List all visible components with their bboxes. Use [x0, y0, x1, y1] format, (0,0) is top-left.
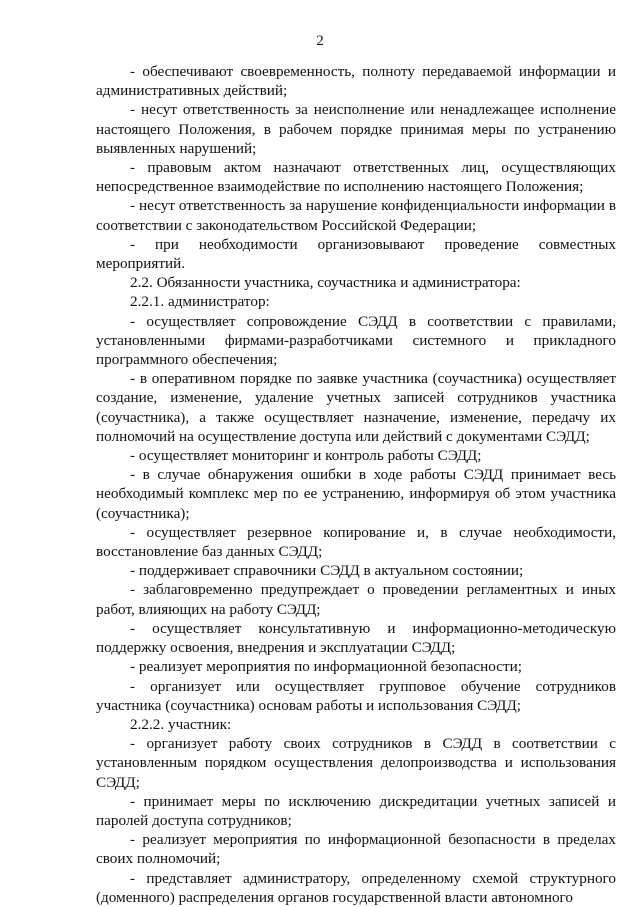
- paragraph: - заблаговременно предупреждает о проведении регламентных и иных работ, влияющих на работу СЭДД;: [96, 581, 616, 618]
- subsection-heading-administrator: 2.2.1. администратор:: [130, 293, 270, 311]
- paragraph: - реализует мероприятия по информационной безопасности в пределах своих полномочий;: [96, 831, 616, 868]
- paragraph: - осуществляет сопровождение СЭДД в соответствии с правилами, установленными фирмами-разработчиками системного и прикладного программного обеспечения;: [96, 312, 616, 369]
- paragraph: - реализует мероприятия по информационной безопасности;: [130, 658, 522, 676]
- section-heading-2-2: 2.2. Обязанности участника, соучастника и администратора:: [130, 274, 521, 292]
- paragraph: - осуществляет мониторинг и контроль работы СЭДД;: [130, 447, 482, 465]
- paragraph: - в случае обнаружения ошибки в ходе работы СЭДД принимает весь необходимый комплекс мер по ее устранению, информируя об этом участника (соучастника);: [96, 466, 616, 522]
- paragraph: - принимает меры по исключению дискредитации учетных записей и паролей доступа сотрудников;: [96, 792, 616, 829]
- paragraph: - представляет администратору, определенному схемой структурного (доменного) распределения органов государственной власти автономного: [96, 869, 616, 906]
- subsection-heading-participant: 2.2.2. участник:: [130, 715, 232, 733]
- paragraph: - правовым актом назначают ответственных лиц, осуществляющих непосредственное взаимодействие по исполнению настоящего Положения;: [96, 159, 616, 196]
- paragraph: - при необходимости организовывают проведение совместных мероприятий.: [96, 235, 616, 273]
- paragraph: - осуществляет консультативную и информационно-методическую поддержку освоения, внедрения и эксплуатации СЭДД;: [96, 619, 616, 657]
- document-body: [96, 62, 616, 907]
- paragraph: - несут ответственность за неисполнение или ненадлежащее исполнение настоящего Положения, в рабочем порядке принимая меры по устранению выявленных нарушений;: [96, 101, 616, 157]
- paragraph: - несут ответственность за нарушение конфиденциальности информации в соответствии с законодательством Российской Федерации;: [96, 197, 616, 234]
- paragraph: - поддерживает справочники СЭДД в актуальном состоянии;: [130, 562, 524, 580]
- paragraph: - осуществляет резервное копирование и, в случае необходимости, восстановление баз данных СЭДД;: [96, 523, 616, 561]
- paragraph: - организует работу своих сотрудников в СЭДД в соответствии с установленным порядком осуществления делопроизводства и использования СЭДД;: [96, 735, 616, 791]
- page-number: 2: [316, 33, 324, 49]
- paragraph: - организует или осуществляет групповое обучение сотрудников участника (соучастника) основам работы и использования СЭДД;: [96, 677, 616, 714]
- paragraph: - в оперативном порядке по заявке участника (соучастника) осуществляет создание, изменение, удаление учетных записей сотрудников участника (соучастника), а также осуществляет назначение, изменение, передачу их полномочий на осуществление доступа или действий с документами СЭДД;: [96, 370, 616, 445]
- paragraph: - обеспечивают своевременность, полноту передаваемой информации и административных действий;: [96, 63, 616, 100]
